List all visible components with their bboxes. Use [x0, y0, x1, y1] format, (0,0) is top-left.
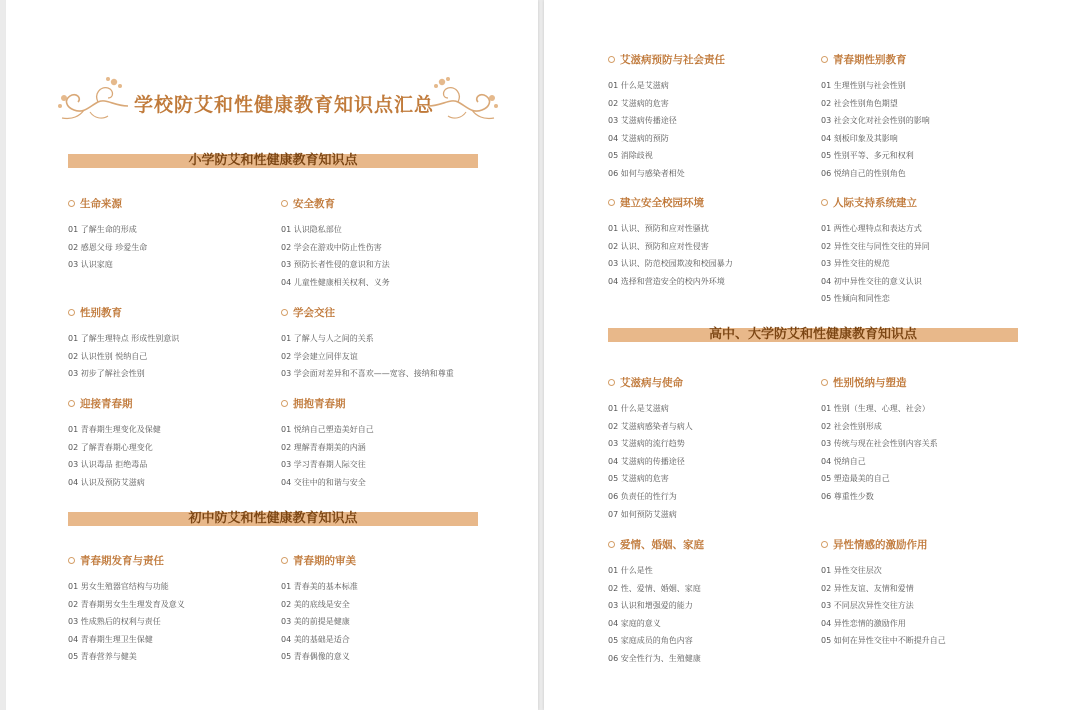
list-item: 02 了解青春期心理变化 — [68, 442, 153, 452]
list-item: 04 家庭的意义 — [608, 618, 661, 628]
list-item: 06 如何与感染者相处 — [608, 168, 685, 178]
list-item: 03 美的前提是健康 — [281, 617, 350, 627]
topic-section — [68, 550, 278, 666]
section-band-high-school-university: 高中、大学防艾和性健康教育知识点 — [608, 328, 1018, 342]
topic-heading — [608, 534, 818, 554]
topic-title: 性别教育 — [80, 306, 122, 319]
topic-section — [68, 193, 278, 274]
topic-section — [281, 193, 491, 291]
topic-heading — [608, 49, 818, 69]
list-item: 03 社会文化对社会性别的影响 — [821, 116, 930, 126]
topic-heading — [608, 372, 818, 392]
list-item: 02 理解青春期美的内涵 — [281, 442, 366, 452]
topic-item-list — [68, 330, 278, 383]
list-item: 01 性别（生理、心理、社会） — [821, 404, 930, 413]
list-item: 03 传统与现在社会性别内容关系 — [821, 439, 938, 449]
list-item: 02 异性交往与同性交往的异同 — [821, 241, 930, 251]
list-item: 01 了解生理特点 形成性别意识 — [68, 334, 180, 343]
left-floral-ornament-icon — [54, 76, 130, 124]
topic-title: 性别悦纳与塑造 — [833, 376, 907, 389]
list-item: 05 性倾向和同性恋 — [821, 294, 890, 304]
list-item: 02 异性友谊、友情和爱情 — [821, 583, 914, 593]
circle-bullet-icon — [821, 199, 828, 206]
list-item: 03 不同层次异性交往方法 — [821, 601, 914, 611]
topic-title: 青春期的审美 — [293, 554, 356, 567]
list-item: 03 认识毒品 拒绝毒品 — [68, 460, 148, 470]
list-item: 03 性成熟后的权利与责任 — [68, 617, 161, 627]
list-item: 03 艾滋病传播途径 — [608, 116, 677, 126]
document-title: 学校防艾和性健康教育知识点汇总 — [134, 94, 435, 116]
list-item: 01 生理性别与社会性别 — [821, 81, 906, 90]
topic-section — [821, 49, 1031, 183]
list-item: 02 社会性别形成 — [821, 421, 882, 431]
topic-item-list — [821, 400, 1031, 506]
topic-item-list — [821, 77, 1031, 183]
list-item: 04 认识及预防艾滋病 — [68, 477, 145, 487]
topic-section — [821, 372, 1031, 506]
topic-item-list — [281, 578, 491, 666]
circle-bullet-icon — [68, 200, 75, 207]
circle-bullet-icon — [821, 541, 828, 548]
topic-section — [821, 192, 1031, 308]
list-item: 05 青春营养与健美 — [68, 652, 137, 662]
list-item: 02 艾滋病感染者与病人 — [608, 421, 693, 431]
topic-title: 建立安全校园环境 — [620, 196, 704, 209]
list-item: 01 男女生殖器官结构与功能 — [68, 582, 169, 591]
topic-section — [608, 372, 818, 523]
topic-section — [68, 302, 278, 383]
list-item: 04 初中异性交往的意义认识 — [821, 276, 922, 286]
circle-bullet-icon — [608, 56, 615, 63]
list-item: 04 儿童性健康相关权利、义务 — [281, 277, 390, 287]
list-item: 06 负责任的性行为 — [608, 491, 677, 501]
topic-section — [281, 302, 491, 383]
topic-title: 艾滋病与使命 — [620, 376, 683, 389]
topic-title: 异性情感的激励作用 — [833, 538, 928, 551]
topic-heading — [821, 372, 1031, 392]
list-item: 02 认识、预防和应对性侵害 — [608, 241, 709, 251]
topic-title: 爱情、婚姻、家庭 — [620, 538, 704, 551]
topic-item-list — [68, 578, 278, 666]
list-item: 03 认识和增强爱的能力 — [608, 601, 693, 611]
topic-section — [281, 393, 491, 491]
topic-section — [608, 49, 818, 183]
topic-heading — [281, 550, 491, 570]
topic-item-list — [608, 77, 818, 183]
list-item: 04 交往中的和谐与安全 — [281, 477, 366, 487]
list-item: 03 异性交往的规范 — [821, 259, 890, 269]
list-item: 01 青春期生理变化及保健 — [68, 425, 161, 434]
title-banner — [54, 76, 502, 132]
topic-heading — [68, 193, 278, 213]
list-item: 04 刻板印象及其影响 — [821, 133, 898, 143]
list-item: 05 塑造最美的自己 — [821, 474, 890, 484]
list-item: 05 如何在异性交往中不断提升自己 — [821, 636, 946, 646]
list-item: 04 艾滋病的传播途径 — [608, 456, 685, 466]
list-item: 04 异性恋情的激励作用 — [821, 618, 906, 628]
right-page — [544, 0, 1080, 710]
topic-item-list — [281, 330, 491, 383]
list-item: 03 艾滋病的流行趋势 — [608, 439, 685, 449]
topic-item-list — [608, 220, 818, 290]
list-item: 01 两性心理特点和表达方式 — [821, 224, 922, 233]
list-item: 04 美的基础是适合 — [281, 634, 350, 644]
list-item: 03 初步了解社会性别 — [68, 369, 145, 379]
list-item: 04 艾滋病的预防 — [608, 133, 669, 143]
circle-bullet-icon — [281, 200, 288, 207]
topic-heading — [281, 302, 491, 322]
list-item: 01 什么是艾滋病 — [608, 81, 669, 90]
topic-heading — [68, 393, 278, 413]
topic-title: 迎接青春期 — [80, 397, 133, 410]
list-item: 05 消除歧视 — [608, 151, 653, 161]
list-item: 02 性、爱情、婚姻、家庭 — [608, 583, 701, 593]
circle-bullet-icon — [281, 309, 288, 316]
list-item: 07 如何预防艾滋病 — [608, 509, 677, 519]
circle-bullet-icon — [608, 199, 615, 206]
circle-bullet-icon — [68, 557, 75, 564]
list-item: 02 学会建立同伴友谊 — [281, 351, 358, 361]
list-item: 05 性别平等、多元和权利 — [821, 151, 914, 161]
list-item: 05 家庭成员的角色内容 — [608, 636, 693, 646]
list-item: 01 什么是艾滋病 — [608, 404, 669, 413]
topic-title: 拥抱青春期 — [293, 397, 346, 410]
section-band-primary-school: 小学防艾和性健康教育知识点 — [68, 154, 478, 168]
topic-item-list — [821, 562, 1031, 650]
topic-section — [281, 550, 491, 666]
list-item: 02 青春期男女生生理发育及意义 — [68, 599, 185, 609]
list-item: 06 悦纳自己的性别角色 — [821, 168, 906, 178]
topic-item-list — [68, 421, 278, 491]
list-item: 03 学习青春期人际交往 — [281, 460, 366, 470]
list-item: 03 认识、防范校园欺凌和校园暴力 — [608, 259, 733, 269]
topic-heading — [608, 192, 818, 212]
list-item: 02 学会在游戏中防止性伤害 — [281, 242, 382, 252]
list-item: 04 选择和营造安全的校内外环境 — [608, 276, 725, 286]
list-item: 05 艾滋病的危害 — [608, 474, 669, 484]
list-item: 03 预防长者性侵的意识和方法 — [281, 260, 390, 270]
list-item: 05 青春偶像的意义 — [281, 652, 350, 662]
list-item: 06 尊重性少数 — [821, 491, 874, 501]
topic-heading — [281, 193, 491, 213]
topic-item-list — [608, 562, 818, 668]
topic-item-list — [68, 221, 278, 274]
left-page — [6, 0, 538, 710]
topic-title: 青春期性别教育 — [833, 53, 907, 66]
topic-heading — [68, 302, 278, 322]
topic-item-list — [821, 220, 1031, 308]
list-item: 04 悦纳自己 — [821, 456, 866, 466]
circle-bullet-icon — [821, 379, 828, 386]
circle-bullet-icon — [608, 541, 615, 548]
list-item: 01 了解人与人之间的关系 — [281, 334, 374, 343]
topic-title: 学会交往 — [293, 306, 335, 319]
list-item: 02 美的底线是安全 — [281, 599, 350, 609]
list-item: 01 什么是性 — [608, 566, 653, 575]
topic-item-list — [281, 221, 491, 291]
topic-heading — [821, 534, 1031, 554]
list-item: 01 了解生命的形成 — [68, 225, 137, 234]
topic-title: 人际支持系统建立 — [833, 196, 917, 209]
topic-section — [608, 192, 818, 290]
topic-section — [821, 534, 1031, 650]
right-floral-ornament-icon — [426, 76, 502, 124]
list-item: 03 学会面对差异和不喜欢——宽容、接纳和尊重 — [281, 369, 454, 379]
list-item: 01 认识隐私部位 — [281, 225, 342, 234]
circle-bullet-icon — [281, 557, 288, 564]
topic-item-list — [281, 421, 491, 491]
list-item: 03 认识家庭 — [68, 260, 113, 270]
circle-bullet-icon — [281, 400, 288, 407]
list-item: 02 感恩父母 珍爱生命 — [68, 242, 148, 252]
list-item: 01 青春美的基本标准 — [281, 582, 358, 591]
topic-heading — [68, 550, 278, 570]
topic-title: 生命来源 — [80, 197, 122, 210]
list-item: 04 青春期生理卫生保健 — [68, 634, 153, 644]
topic-title: 艾滋病预防与社会责任 — [620, 53, 725, 66]
topic-title: 安全教育 — [293, 197, 335, 210]
list-item: 06 安全性行为、生殖健康 — [608, 653, 701, 663]
list-item: 02 认识性别 悦纳自己 — [68, 351, 148, 361]
circle-bullet-icon — [68, 400, 75, 407]
topic-heading — [281, 393, 491, 413]
topic-heading — [821, 49, 1031, 69]
topic-section — [608, 534, 818, 668]
topic-heading — [821, 192, 1031, 212]
list-item: 02 社会性别角色期望 — [821, 98, 898, 108]
list-item: 01 异性交往层次 — [821, 566, 882, 575]
circle-bullet-icon — [608, 379, 615, 386]
list-item: 01 悦纳自己塑造美好自己 — [281, 425, 374, 434]
section-band-junior-high: 初中防艾和性健康教育知识点 — [68, 512, 478, 526]
list-item: 02 艾滋病的危害 — [608, 98, 669, 108]
list-item: 01 认识、预防和应对性骚扰 — [608, 224, 709, 233]
circle-bullet-icon — [821, 56, 828, 63]
topic-item-list — [608, 400, 818, 523]
topic-section — [68, 393, 278, 491]
topic-title: 青春期发育与责任 — [80, 554, 164, 567]
circle-bullet-icon — [68, 309, 75, 316]
